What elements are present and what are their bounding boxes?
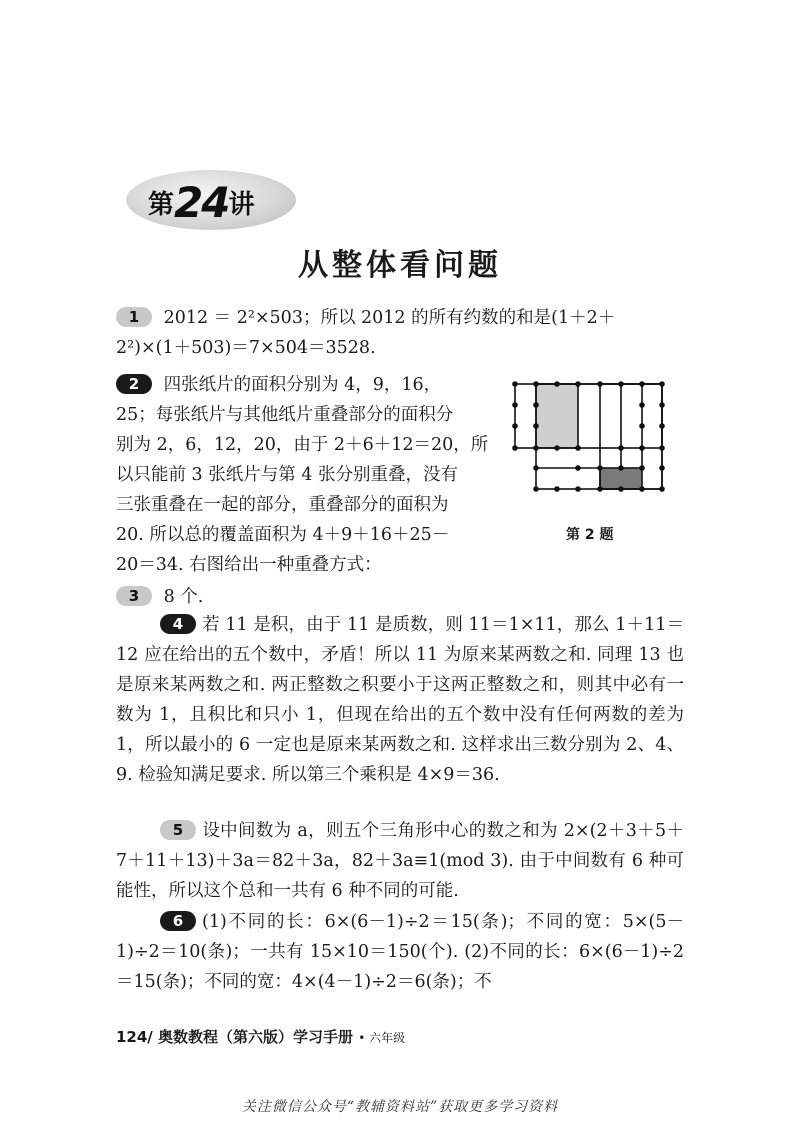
problem-4: 4 若 11 是积，由于 11 是质数，则 11＝1×11，那么 1＋11＝12 应在给出的五个数中，矛盾！所以 11 为原来某两数之和. 同理 13 也是原来某两数之和. 两正整数之积要小于这两正整数之和，则其中必有一数为 1，且积比和只小 1，但现在给出的五个数中没有任何两数的差为 1，所以最小的 6 一定也是原来某两数之和. 这样求出三数分别为 2、4、9. 检验知满足要求. 所以第三个乘积是 4×9＝36. [116, 615, 684, 785]
problem-2-line-7: 20＝34. 右图给出一种重叠方式： [116, 555, 382, 575]
problem-1-line-1: 1 2012 ＝ 2²×503；所以 2012 的所有约数的和是(1＋2＋ [116, 303, 615, 333]
grade-label: • 六年级 [358, 1031, 406, 1045]
problem-2-badge: 2 [116, 374, 152, 394]
problem-2-line-6: 20. 所以总的覆盖面积为 4＋9＋16＋25－ [116, 525, 450, 545]
lecture-number-badge [126, 170, 296, 230]
problem-2-line-2: 25；每张纸片与其他纸片重叠部分的面积分 [116, 405, 454, 425]
overlap-figure [506, 376, 676, 496]
page-number: 124/ [116, 1028, 153, 1046]
problem-2-line-1: 2 四张纸片的面积分别为 4，9，16， [116, 370, 441, 400]
shaded-overlap-dark [600, 468, 642, 489]
problem-5-badge: 5 [160, 820, 196, 840]
problem-4-badge: 4 [160, 614, 196, 634]
watermark: 关注微信公众号“教辅资料站”获取更多学习资料 [241, 1099, 559, 1115]
problem-1-badge: 1 [116, 307, 152, 327]
problem-6: 6 (1)不同的长：6×(6－1)÷2＝15(条)；不同的宽：5×(5－1)÷2＝10(条)；一共有 15×10＝150(个). (2)不同的长：6×(6－1)÷2＝15(条)；不同的宽：4×(4－1)÷2＝6(条)；不 [116, 912, 684, 992]
problem-2-line-4: 以只能前 3 张纸片与第 4 张分别重叠，没有 [116, 465, 459, 485]
shaded-overlap-light [536, 384, 578, 448]
lecture-number: 24 [174, 178, 229, 227]
page-title: 从整体看问题 [298, 248, 502, 283]
problem-5: 5 设中间数为 a，则五个三角形中心的数之和为 2×(2＋3＋5＋7＋11＋13)＋3a＝82＋3a，82＋3a≡1(mod 3). 由于中间数有 6 种可能性，所以这个总和一共有 6 种不同的可能. [116, 821, 684, 901]
problem-2-line-3: 别为 2，6，12，20，由于 2＋6＋12＝20，所 [116, 435, 489, 455]
lecture-label: 第24讲 [148, 178, 255, 227]
book-title: 奥数教程（第六版）学习手册 [158, 1028, 354, 1046]
problem-3-badge: 3 [116, 586, 152, 606]
page-footer [116, 1026, 405, 1047]
problem-3: 3 8 个. [116, 582, 203, 612]
problem-1-line-2: 2²)×(1＋503)＝7×504＝3528. [116, 338, 376, 358]
figure-caption: 第 2 题 [566, 527, 614, 543]
problem-2-line-5: 三张重叠在一起的部分，重叠部分的面积为 [116, 495, 449, 515]
problem-6-badge: 6 [160, 911, 196, 931]
